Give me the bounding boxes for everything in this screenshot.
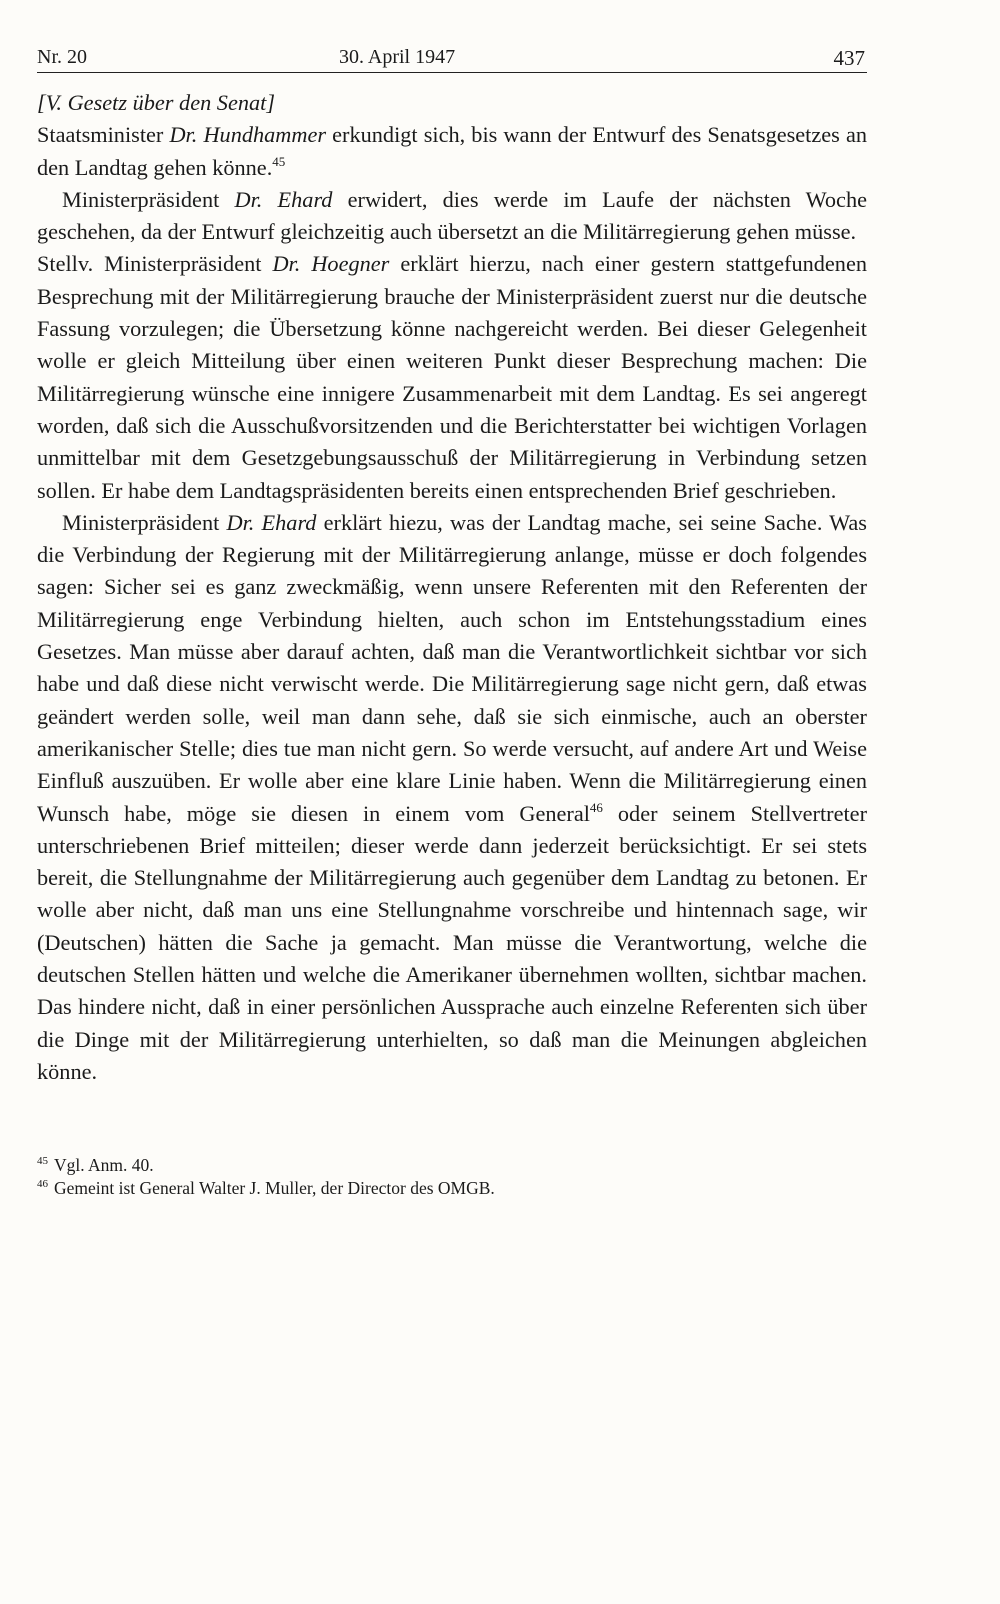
speaker-name: Hundhammer — [203, 122, 327, 148]
space — [254, 510, 261, 535]
issue-number: Nr. 20 — [37, 46, 87, 68]
footnote-number: 46 — [37, 1178, 48, 1191]
paragraph-text: Ministerpräsident — [62, 509, 227, 535]
main-text — [37, 87, 867, 1088]
paragraph-4 — [37, 507, 867, 1088]
section-title: V. Gesetz über den Senat — [45, 90, 267, 115]
paragraph-text: Stellv. Ministerpräsident — [37, 251, 273, 277]
footnote-45 — [37, 1154, 867, 1177]
footnote-46 — [37, 1177, 867, 1200]
title-dr: Dr. — [272, 251, 301, 277]
paragraph-text: erwidert, dies werde im Laufe der nächsten Woche geschehen, da der Entwurf gleichzeitig auch übersetzt an die Militärregierung gehen müsse. — [37, 186, 867, 245]
header-date: 30. April 1947 — [339, 46, 456, 68]
speaker-name: Ehard — [261, 509, 317, 535]
footnote-ref[interactable]: 45 — [272, 153, 286, 169]
footnote-number: 45 — [37, 1155, 48, 1168]
title-dr: Dr. — [226, 509, 255, 535]
title-dr: Dr. — [169, 122, 198, 148]
bracket-open: [ — [37, 90, 46, 115]
speaker-name: Ehard — [277, 186, 333, 212]
bracket-close: ] — [266, 90, 276, 115]
paragraph-1 — [37, 119, 867, 184]
footnote-text: Gemeint ist General Walter J. Muller, der Director des OMGB. — [54, 1178, 495, 1199]
paragraph-text: Ministerpräsident — [62, 186, 235, 212]
footnotes — [37, 1154, 867, 1200]
paragraph-text: oder seinem Stellvertreter unterschriebenen Brief mitteilen; dieser werde dann jederzeit berücksichtigt. Er sei stets bereit, die Stellungnahme der Militärregierung auch gegenüber dem Landtag zu betonen. Er wolle aber nicht, daß man uns eine Stellungnahme vorschreibe und hintennach sage, wir (Deutschen) hätten die Sache ja gemacht. Man müsse die Verantwortung, welche die deutschen Stellen hätten und welche die Amerikaner übernehmen wollten, sichtbar machen. Das hindere nicht, daß in einer persönlichen Aussprache auch einzelne Referenten sich über die Dinge mit der Militärregierung unterhielten, so daß man die Meinungen abgleichen könne. — [37, 800, 868, 1084]
paragraph-text: erkundigt sich, bis wann der Entwurf des Senatsgesetzes an den Landtag gehen könne. — [37, 122, 867, 180]
paragraph-text: erklärt hiezu, was der Landtag mache, sei seine Sache. Was die Verbindung der Regierung mit der Militärregierung anlange, müsse er doch folgendes sagen: Sicher sei es ganz zweckmäßig, wenn unsere Referenten mit den Referenten der Militärregierung enge Verbindung hielten, auch schon im Entstehungsstadium eines Gesetzes. Man müsse aber darauf achten, daß man die Verantwortlichkeit sichtbar vor sich habe und daß diese nicht verwischt werde. Die Militärregierung sage nicht gern, daß etwas geändert werden solle, weil man dann sehe, daß sie sich einmische, auch an oberster amerikanischer Stelle; dies tue man nicht gern. So werde versucht, auf andere Art und Weise Einfluß auszuüben. Er wolle aber eine klare Linie haben. Wenn die Militärregierung einen Wunsch habe, möge sie diesen in einem vom General — [37, 509, 867, 826]
page-number: 437 — [833, 46, 865, 70]
paragraph-2 — [37, 184, 867, 249]
paragraph-text: Staatsminister — [37, 122, 170, 148]
space — [262, 187, 277, 212]
speaker-name: Hoegner — [311, 251, 390, 277]
title-dr: Dr. — [234, 186, 263, 212]
footnote-ref[interactable]: 46 — [589, 799, 603, 815]
section-heading — [37, 87, 867, 119]
running-header — [37, 40, 867, 73]
paragraph-3 — [37, 248, 867, 506]
footnote-text: Vgl. Anm. 40. — [54, 1155, 154, 1176]
document-page — [37, 40, 867, 1200]
paragraph-text: erklärt hierzu, nach einer gestern stattgefundenen Besprechung mit der Militärregierung brauche der Ministerpräsident zuerst nur die deutsche Fassung vorzulegen; die Übersetzung könne nachgereicht werden. Bei dieser Gelegenheit wolle er gleich Mitteilung über einen weiteren Punkt dieser Besprechung machen: Die Militärregierung wünsche eine innigere Zusammenarbeit mit dem Landtag. Es sei angeregt worden, daß sich die Ausschußvorsitzenden und die Berichterstatter bei wichtigen Vorlagen unmittelbar mit dem Gesetzgebungsausschuß der Militärregierung in Verbindung setzen sollen. Er habe dem Landtagspräsidenten bereits einen entsprechenden Brief geschrieben. — [37, 251, 867, 503]
space — [300, 251, 311, 276]
